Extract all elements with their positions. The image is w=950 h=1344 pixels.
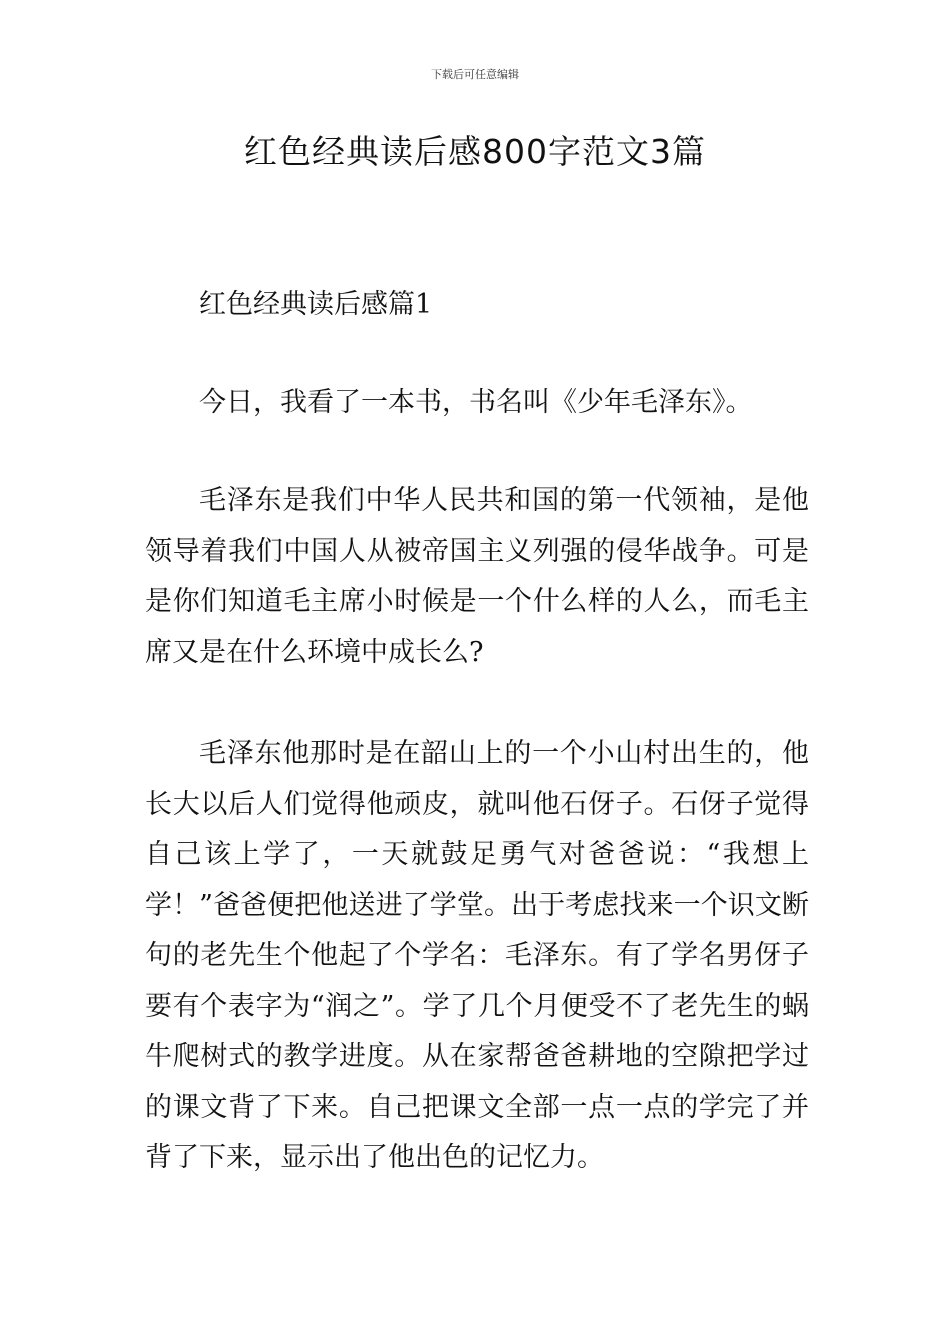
page-title: 红色经典读后感800字范文3篇 [244,132,706,171]
paragraph: 毛泽东他那时是在韶山上的一个小山村出生的，他长大以后人们觉得他顽皮，就叫他石伢子。石伢子觉得自己该上学了，一天就鼓足勇气对爸爸说：“我想上学！”爸爸便把他送进了学堂。出于考虑找来一个识文断句的老先生个他起了个学名：毛泽东。有了学名男伢子要有个表字为“润之”。学了几个月便受不了老先生的蜗牛爬树式的教学进度。从在家帮爸爸耕地的空隙把学过的课文背了下来。自己把课文全部一点一点的学完了并背了下来，显示出了他出色的记忆力。 [145,738,809,1173]
paragraph: 今日，我看了一本书，书名叫《少年毛泽东》。 [199,387,753,418]
header-note: 下载后可任意编辑 [431,68,519,81]
paragraph: 毛泽东是我们中华人民共和国的第一代领袖，是他领导着我们中国人从被帝国主义列强的侵华战争。可是是你们知道毛主席小时候是一个什么样的人么，而毛主席又是在什么环境中成长么? [145,485,809,668]
section-heading: 红色经典读后感篇1 [199,289,433,320]
